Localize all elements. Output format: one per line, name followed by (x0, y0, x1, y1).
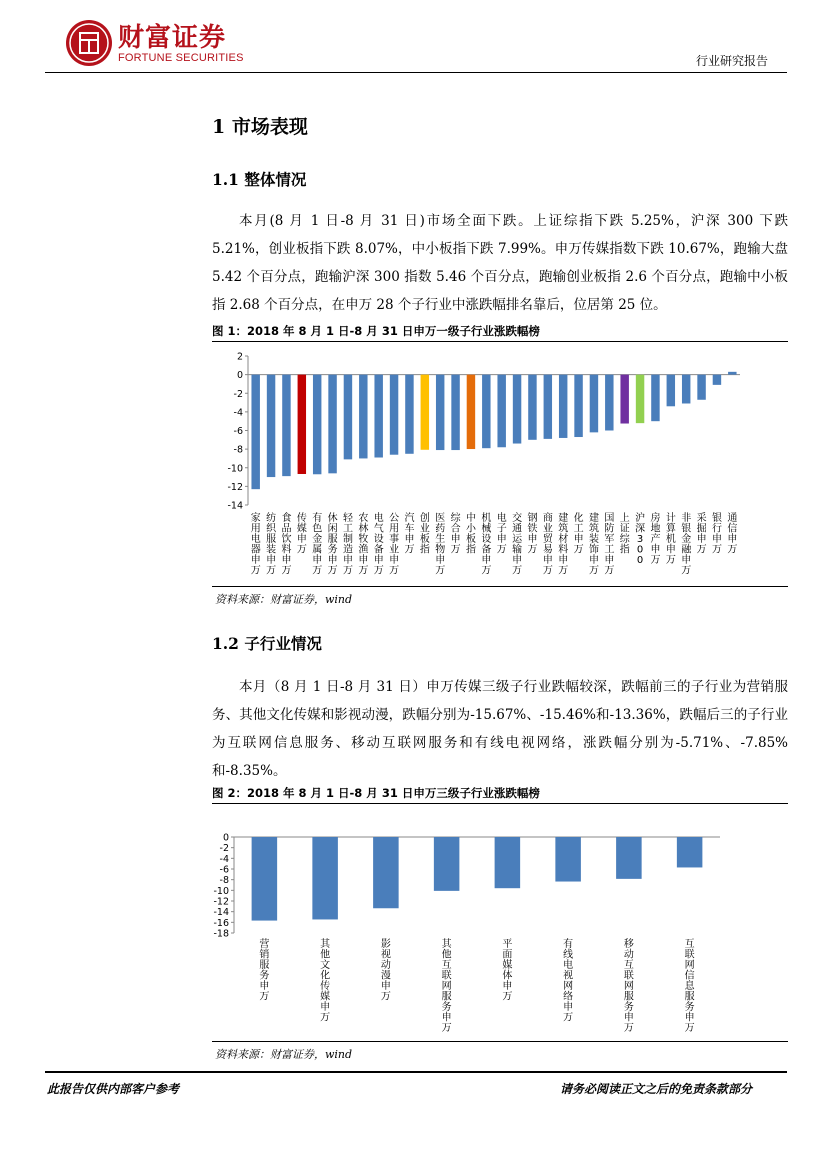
figure1-source: 资料来源：财富证券，wind (215, 593, 353, 606)
report-type-label: 行业研究报告 (696, 54, 769, 68)
y-tick-label: 0 (222, 832, 229, 844)
category-label: 农林牧渔申万 (358, 513, 369, 577)
y-tick-label: -14 (227, 500, 243, 512)
chart-subindustry-returns (212, 805, 788, 1040)
category-label: 商业贸易申万 (542, 513, 553, 577)
bar (467, 375, 475, 449)
category-label: 纺织服装申万 (266, 513, 277, 577)
bar (677, 837, 703, 867)
bar (252, 837, 278, 921)
figure2-bottom-rule (212, 1041, 788, 1042)
bar (344, 375, 352, 460)
paragraph-overall (212, 207, 788, 319)
category-label: 房地产申万 (650, 513, 661, 566)
figure2-top-rule (212, 803, 788, 804)
figure1-top-rule (212, 341, 788, 342)
category-label: 上证综指 (619, 513, 630, 556)
bar (544, 375, 552, 439)
bar (313, 375, 321, 475)
y-tick-label: -10 (227, 463, 243, 475)
category-label: 计算机申万 (665, 513, 676, 566)
category-label: 其他文化传媒申万 (320, 939, 331, 1024)
y-tick-label: -8 (233, 444, 243, 456)
y-tick-label: -12 (213, 896, 229, 908)
bar (651, 375, 659, 422)
bar (697, 375, 705, 400)
seal-glyph-icon (66, 20, 112, 66)
category-label: 中小板指 (465, 513, 476, 556)
bar (390, 375, 398, 455)
bar (574, 375, 582, 437)
header-divider (45, 72, 787, 73)
category-label: 通信申万 (727, 513, 738, 556)
bar (555, 837, 581, 882)
y-tick-label: -4 (233, 407, 243, 419)
bar (373, 837, 399, 908)
category-label: 互联网信息服务申万 (684, 939, 695, 1034)
bar (298, 375, 306, 474)
bar (482, 375, 490, 449)
category-label: 非银金融申万 (681, 513, 692, 577)
chart-industry-returns (212, 343, 788, 585)
y-tick-label: -6 (233, 426, 243, 437)
bar (421, 375, 429, 450)
y-tick-label: -16 (213, 917, 229, 929)
bar (497, 375, 505, 448)
category-label: 有线电视网络申万 (563, 939, 574, 1024)
y-tick-label: -6 (219, 864, 229, 876)
bar (667, 375, 675, 407)
y-tick-label: -12 (227, 481, 243, 493)
category-label: 交通运输申万 (512, 513, 523, 577)
category-label: 银行申万 (711, 513, 722, 556)
category-label: 其他互联网服务申万 (441, 939, 452, 1034)
category-label: 电子申万 (496, 513, 507, 556)
category-label: 有色金属申万 (312, 513, 323, 577)
bar (605, 375, 613, 431)
logo-english-name: FORTUNE SECURITIES (118, 52, 244, 64)
category-label: 化工申万 (573, 513, 584, 556)
category-label: 钢铁申万 (527, 513, 538, 556)
category-label: 建筑装饰申万 (588, 513, 599, 577)
bar (495, 837, 521, 888)
y-tick-label: -2 (233, 388, 243, 400)
bar (682, 375, 690, 404)
category-label: 综合申万 (450, 513, 461, 556)
logo-chinese-name: 财富证券 (118, 23, 227, 53)
y-tick-label: -2 (219, 843, 229, 855)
paragraph-subindustry (212, 673, 788, 785)
category-label: 平面媒体申万 (502, 939, 513, 1003)
bar (616, 837, 642, 879)
y-tick-label: -14 (213, 907, 229, 919)
figure2-source: 资料来源：财富证券，wind (215, 1048, 353, 1061)
y-tick-label: -18 (213, 928, 229, 940)
section-title: 1 市场表现 (212, 116, 308, 138)
category-label: 影视动漫申万 (380, 939, 391, 1003)
subsection-title-overall: 1.1 整体情况 (212, 170, 307, 189)
paragraph-subindustry-text: 本月（8 月 1 日-8 月 31 日）申万传媒三级子行业跌幅较深，跌幅前三的子行业为营销服务、其他文化传媒和影视动漫，跌幅分别为-15.67%、-15.46%和-13.36%，跌幅后三的子行业为互联网信息服务、移动互联网服务和有线电视网络，涨跌幅分别为-5.71%、-7.85%和-8.35%。 (212, 679, 788, 779)
category-label: 食品饮料申万 (281, 513, 292, 577)
category-label: 汽车申万 (404, 513, 415, 556)
subsection-title-subindustry: 1.2 子行业情况 (212, 634, 322, 653)
category-label: 传媒申万 (296, 513, 307, 556)
footer-divider (45, 1071, 787, 1073)
category-label: 沪深 3 0 0 (635, 513, 646, 566)
bar (620, 375, 628, 424)
figure2-title: 图 2：2018 年 8 月 1 日-8 月 31 日申万三级子行业涨跌幅榜 (212, 786, 540, 800)
y-tick-label: -10 (213, 885, 229, 897)
bar (405, 375, 413, 454)
bar (282, 375, 290, 477)
bar (559, 375, 567, 438)
footer-disclaimer-right: 请务必阅读正文之后的免责条款部分 (560, 1082, 753, 1096)
category-label: 创业板指 (419, 513, 430, 556)
y-tick-label: 0 (236, 370, 243, 382)
category-label: 移动互联网服务申万 (623, 939, 634, 1034)
y-tick-label: 2 (236, 351, 243, 363)
bar (728, 372, 736, 375)
category-label: 电气设备申万 (373, 513, 384, 577)
bar (312, 837, 338, 919)
category-label: 医药生物申万 (435, 513, 446, 577)
bar (713, 375, 721, 385)
bar (451, 375, 459, 450)
category-label: 家用电器申万 (250, 513, 261, 577)
bar (590, 375, 598, 433)
bar (636, 375, 644, 424)
bar (267, 375, 275, 477)
category-label: 建筑材料申万 (558, 513, 569, 577)
bar (528, 375, 536, 440)
bar (328, 375, 336, 474)
category-label: 采掘申万 (696, 513, 707, 556)
bar (434, 837, 460, 891)
y-tick-label: -4 (219, 853, 229, 865)
bar (251, 375, 259, 490)
category-label: 公用事业申万 (389, 513, 400, 577)
paragraph-overall-text: 本月(8 月 1 日-8 月 31 日)市场全面下跌。上证综指下跌 5.25%，沪深 300 下跌 5.21%，创业板指下跌 8.07%，中小板指下跌 7.99%。申万传媒指数下跌 10.67%，跑输大盘 5.42 个百分点，跑输沪深 300 指数 5.46 个百分点，跑输创业板指 2.6 个百分点，跑输中小板指 2.68 个百分点，在申万 28 个子行业中涨跌幅排名靠后，位居第 25 位。 (212, 213, 788, 313)
bar (513, 375, 521, 444)
category-label: 轻工制造申万 (342, 513, 353, 577)
bar (436, 375, 444, 450)
footer-disclaimer-left: 此报告仅供内部客户参考 (47, 1082, 180, 1096)
figure1-title: 图 1：2018 年 8 月 1 日-8 月 31 日申万一级子行业涨跌幅榜 (212, 324, 540, 338)
bar (359, 375, 367, 459)
category-label: 营销服务申万 (259, 939, 270, 1003)
category-label: 机械设备申万 (481, 513, 492, 577)
bar (374, 375, 382, 458)
category-label: 国防军工申万 (604, 513, 615, 577)
figure1-bottom-rule (212, 586, 788, 587)
category-label: 休闲服务申万 (327, 513, 338, 577)
y-tick-label: -8 (219, 875, 229, 887)
